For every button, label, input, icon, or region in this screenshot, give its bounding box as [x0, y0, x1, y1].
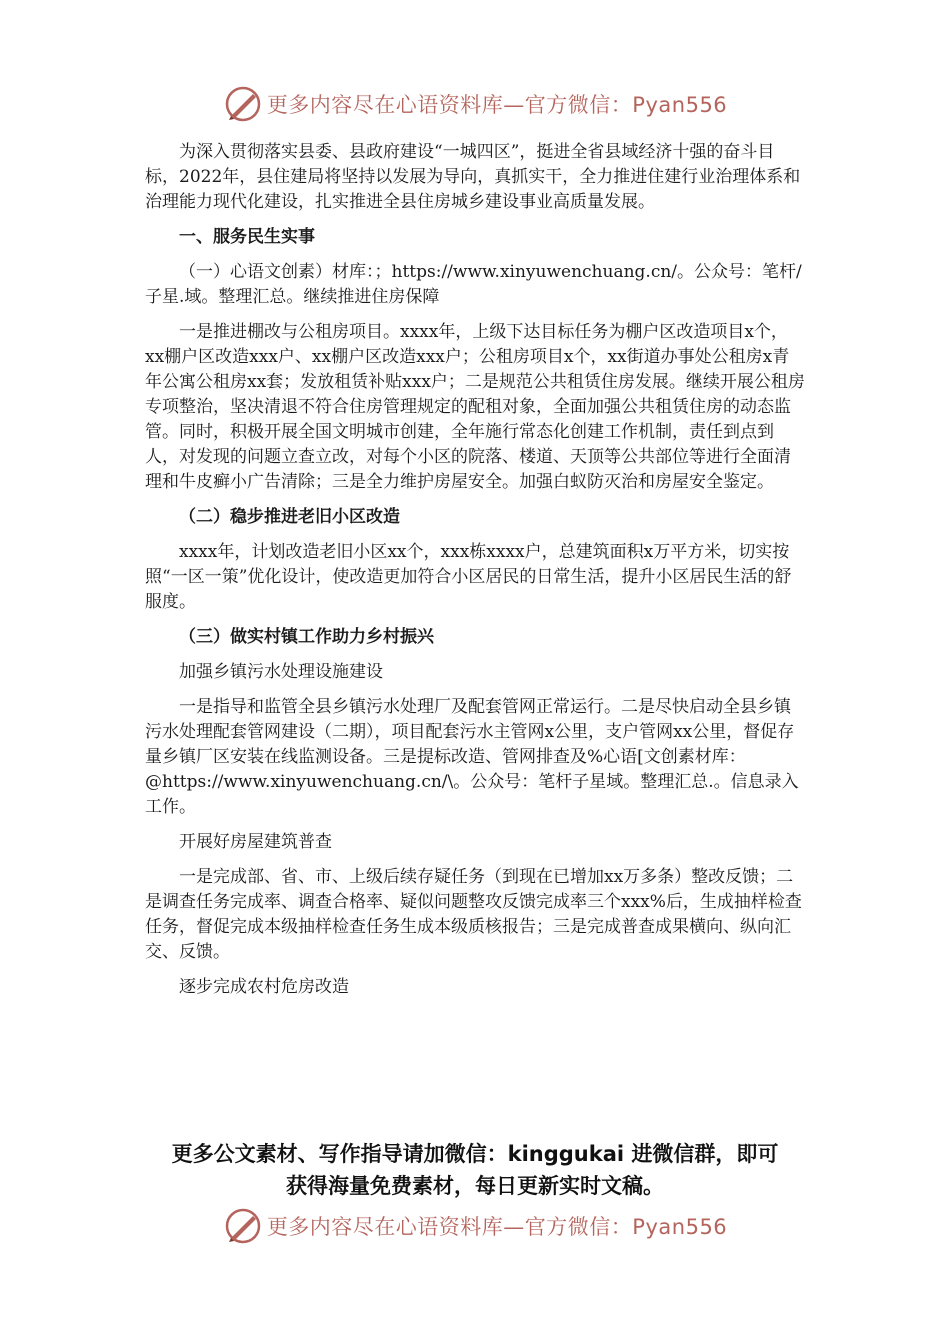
subsection-heading-3: （三）做实村镇工作助力乡村振兴	[179, 627, 434, 647]
document-body	[145, 140, 805, 1000]
pen-logo-icon	[223, 1206, 263, 1246]
banner-text: 更多内容尽在心语资料库—官方微信：Pyan556	[266, 1215, 728, 1239]
paragraph-census-title: 开展好房屋建筑普查	[179, 832, 332, 852]
section-heading-1: 一、服务民生实事	[179, 227, 315, 247]
paragraph-old-communities: xxxx年，计划改造老旧小区xx个，xxx栋xxxx户，总建筑面积x万平方米，切实按照“一区一策”优化设计，使改造更加符合小区居民的日常生活，提升小区居民生活的舒服度。	[145, 542, 792, 612]
footer-banner	[0, 1206, 950, 1246]
subsection-1-title: （一）心语文创素）材库：；https://www.xinyuwenchuang.cn/。公众号：笔杆/子星.域。整理汇总。继续推进住房保障	[145, 262, 802, 307]
subsection-heading-2: （二）稳步推进老旧小区改造	[179, 507, 400, 527]
footer-line-2: 获得海量免费素材，每日更新实时文稿。	[286, 1174, 664, 1198]
paragraph-rural-title: 逐步完成农村危房改造	[179, 977, 349, 997]
paragraph-housing: 一是推进棚改与公租房项目。xxxx年，上级下达目标任务为棚户区改造项目x个，xx棚户区改造xxx户、xx棚户区改造xxx户；公租房项目x个，xx街道办事处公租房x青年公寓公租房xx套；发放租赁补贴xxx户；二是规范公共租赁住房发展。继续开展公租房专项整治，坚决清退不符合住房管理规定的配租对象，全面加强公共租赁住房的动态监管。同时，积极开展全国文明城市创建，全年施行常态化创建工作机制，责任到点到人，对发现的问题立查立改，对每个小区的院落、楼道、天顶等公共部位等进行全面清理和牛皮癣小广告清除；三是全力维护房屋安全。加强白蚁防灭治和房屋安全鉴定。	[145, 322, 805, 492]
intro-paragraph: 为深入贯彻落实县委、县政府建设“一城四区”，挺进全省县域经济十强的奋斗目标，2022年，县住建局将坚持以发展为导向，真抓实干，全力推进住建行业治理体系和治理能力现代化建设，扎实推进全县住房城乡建设事业高质量发展。	[145, 142, 801, 212]
paragraph-sewage: 一是指导和监管全县乡镇污水处理厂及配套管网正常运行。二是尽快启动全县乡镇污水处理配套管网建设（二期），项目配套污水主管网x公里，支户管网xx公里，督促存量乡镇厂区安装在线监测设备。三是提标改造、管网排查及%心语[文创素材库：@https://www.xinyuwenchuang.cn/\。公众号：笔杆子星域。整理汇总.。信息录入工作。	[145, 697, 799, 817]
footer-notice	[0, 1138, 950, 1202]
paragraph-census: 一是完成部、省、市、上级后续存疑任务（到现在已增加xx万多条）整改反馈；二是调查任务完成率、调查合格率、疑似问题整攻反馈完成率三个xxx%后，生成抽样检查任务，督促完成本级抽样检查任务生成本级质核报告；三是完成普查成果横向、纵向汇交、反馈。	[145, 867, 802, 962]
pen-logo-icon	[223, 84, 263, 124]
header-banner	[0, 84, 950, 124]
paragraph-sewage-title: 加强乡镇污水处理设施建设	[179, 662, 383, 682]
banner-text: 更多内容尽在心语资料库—官方微信：Pyan556	[266, 93, 728, 117]
footer-line-1: 更多公文素材、写作指导请加微信：kinggukai 进微信群，即可	[171, 1142, 779, 1166]
